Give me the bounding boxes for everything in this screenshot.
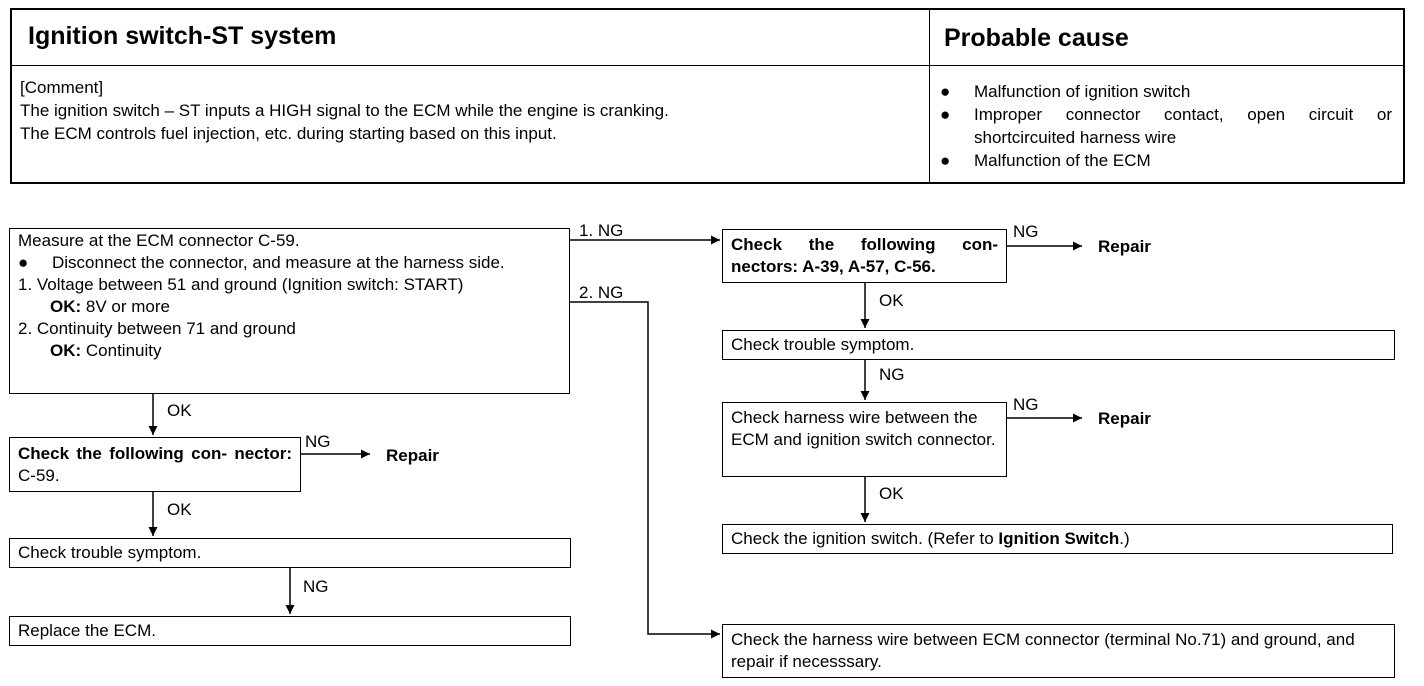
check-connectors-box: Check the following con- nectors: A-39, A-57, C-56. bbox=[722, 229, 1007, 283]
check-harness-switch-box: Check harness wire between the ECM and ignition switch connector. bbox=[722, 402, 1007, 477]
label-ng: NG bbox=[879, 365, 905, 384]
label-ok: OK bbox=[879, 291, 904, 310]
check-ignition-switch-box: Check the ignition switch. (Refer to Ignition Switch.) bbox=[722, 524, 1393, 554]
replace-ecm-box: Replace the ECM. bbox=[9, 616, 571, 646]
bullet-icon: ● bbox=[18, 253, 29, 272]
check-trouble-symptom-box-2: Check trouble symptom. bbox=[722, 330, 1395, 360]
cause-item: ● Malfunction of the ECM bbox=[940, 151, 1151, 170]
cause-item: ● Improper connector contact, open circuit or shortcircuited harness wire bbox=[940, 105, 1392, 147]
probable-cause-title: Probable cause bbox=[944, 24, 1129, 52]
label-ok: OK bbox=[167, 500, 192, 519]
check-trouble-symptom-box-1: Check trouble symptom. bbox=[9, 538, 571, 568]
comment-line: The ECM controls fuel injection, etc. during starting based on this input. bbox=[20, 124, 557, 143]
header-title: Ignition switch-ST system bbox=[28, 22, 337, 50]
repair-label: Repair bbox=[1098, 409, 1151, 428]
label-ok: OK bbox=[167, 401, 192, 420]
label-ok: OK bbox=[879, 484, 904, 503]
label-ng: NG bbox=[1013, 222, 1039, 241]
label-1-ng: 1. NG bbox=[579, 221, 624, 240]
bullet-icon: ● bbox=[940, 105, 951, 124]
check-harness-ground-box: Check the harness wire between ECM connector (terminal No.71) and ground, and repair if necesssary. bbox=[722, 624, 1395, 678]
arrow-2ng bbox=[570, 302, 720, 634]
label-2-ng: 2. NG bbox=[579, 283, 624, 302]
label-ng: NG bbox=[303, 577, 329, 596]
check-connector-c59-box: Check the following con- nector: C-59. bbox=[9, 437, 301, 492]
label-ng: NG bbox=[1013, 395, 1039, 414]
comment-label: [Comment] bbox=[20, 78, 104, 97]
bullet-icon: ● bbox=[940, 82, 951, 101]
comment-line: The ignition switch – ST inputs a HIGH signal to the ECM while the engine is cranking. bbox=[20, 101, 669, 120]
measure-box: Measure at the ECM connector C-59. ● Disconnect the connector, and measure at the harness side. 1. Voltage between 51 and ground (Ignition switch: START) OK: 8V or more 2. Continuity between 71 and ground OK: Continuity bbox=[9, 228, 570, 394]
repair-label: Repair bbox=[386, 446, 439, 465]
bullet-icon: ● bbox=[940, 151, 951, 170]
cause-item: ● Malfunction of ignition switch bbox=[940, 82, 1191, 101]
repair-label: Repair bbox=[1098, 237, 1151, 256]
label-ng: NG bbox=[305, 432, 331, 451]
